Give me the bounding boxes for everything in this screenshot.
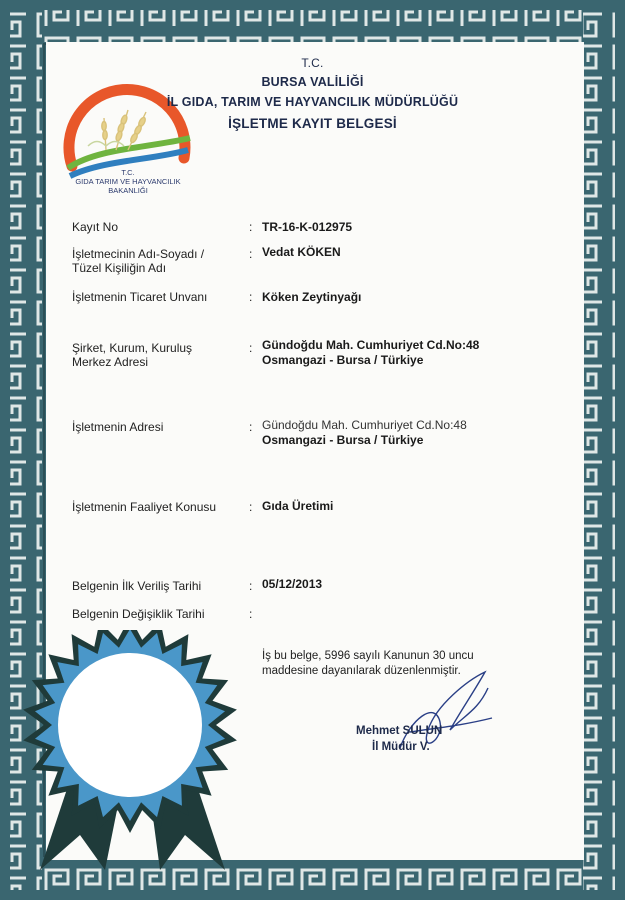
label-isletmeci-2: Tüzel Kişiliğin Adı xyxy=(72,261,167,275)
label-ilk-verilis-tarihi: Belgenin İlk Veriliş Tarihi xyxy=(72,579,202,593)
value-faaliyet: Gıda Üretimi xyxy=(262,499,334,513)
value-kayit-no: TR-16-K-012975 xyxy=(262,220,353,234)
value-merkez-line2: Osmangazi - Bursa / Türkiye xyxy=(262,353,424,367)
colon: : xyxy=(249,420,253,434)
colon: : xyxy=(249,607,253,621)
label-ticaret-unvani: İşletmenin Ticaret Unvanı xyxy=(72,290,208,304)
colon: : xyxy=(249,247,253,261)
label-kayit-no: Kayıt No xyxy=(72,220,119,234)
value-adres-line1: Gündoğdu Mah. Cumhuriyet Cd.No:48 xyxy=(262,418,467,432)
colon: : xyxy=(249,341,253,355)
value-isletmeci: Vedat KÖKEN xyxy=(262,245,341,259)
value-ilk-verilis-tarihi: 05/12/2013 xyxy=(262,577,323,591)
colon: : xyxy=(249,220,253,234)
colon: : xyxy=(249,579,253,593)
label-faaliyet: İşletmenin Faaliyet Konusu xyxy=(72,500,217,514)
value-adres-line2: Osmangazi - Bursa / Türkiye xyxy=(262,433,424,447)
header-tc: T.C. xyxy=(301,56,324,70)
colon: : xyxy=(249,290,253,304)
label-degisiklik-tarihi: Belgenin Değişiklik Tarihi xyxy=(72,607,205,621)
signatory-name: Mehmet SULUN xyxy=(356,725,443,737)
legal-note: İş bu belge, 5996 sayılı Kanunun 30 uncu maddesine dayanılarak düzenlenmiştir. xyxy=(262,650,474,677)
label-isletmeci-1: İşletmecinin Adı-Soyadı / xyxy=(72,247,205,261)
label-merkez-2: Merkez Adresi xyxy=(72,355,149,369)
value-ticaret-unvani: Köken Zeytinyağı xyxy=(262,290,362,304)
label-merkez-1: Şirket, Kurum, Kuruluş xyxy=(72,341,193,355)
document-title: İŞLETME KAYIT BELGESİ xyxy=(228,116,397,131)
signatory-title: İl Müdür V. xyxy=(372,741,430,753)
colon: : xyxy=(249,500,253,514)
logo-ministry-line2: BAKANLIĞI xyxy=(108,186,148,195)
logo-caption xyxy=(58,168,198,195)
value-merkez-line1: Gündoğdu Mah. Cumhuriyet Cd.No:48 xyxy=(262,338,480,352)
label-isletme-adresi: İşletmenin Adresi xyxy=(72,420,164,434)
header-governorship: BURSA VALİLİĞİ xyxy=(261,75,364,89)
header-directorate: İL GIDA, TARIM VE HAYVANCILIK MÜDÜRLÜĞÜ xyxy=(166,95,459,109)
logo-ministry-line1: GIDA TARIM VE HAYVANCILIK xyxy=(75,177,181,186)
seal-rosette xyxy=(10,630,240,870)
logo-tc-text: T.C. xyxy=(121,168,135,177)
signature xyxy=(380,660,510,770)
